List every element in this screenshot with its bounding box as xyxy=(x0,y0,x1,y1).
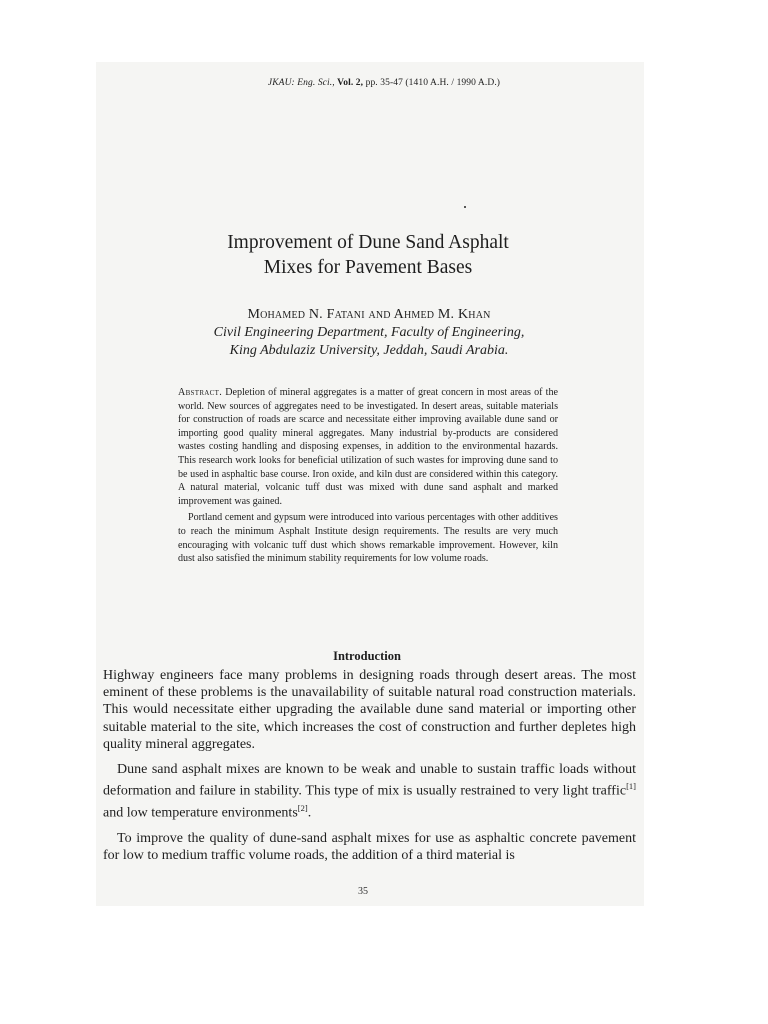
title-line-1: Improvement of Dune Sand Asphalt xyxy=(227,232,509,253)
body-paragraph-2-text-a: Dune sand asphalt mixes are known to be weak and unable to sustain traffic loads without deformation and failure in stability. This type of mix is usually restrained to very light traffic xyxy=(103,762,636,799)
section-heading-introduction: Introduction xyxy=(333,649,401,663)
body-paragraph-3: To improve the quality of dune-sand asphalt mixes for use as asphaltic concrete pavement for low to medium traffic volume roads, the addition of a third material is xyxy=(103,830,636,864)
author-names: Mohamed N. Fatani and Ahmed M. Khan xyxy=(247,307,491,322)
page-number: 35 xyxy=(358,886,368,897)
abstract-paragraph-2: Portland cement and gypsum were introduced into various percentages with other additives to reach the minimum Asphalt Institute design requirements. The results are very much encouraging with volcanic tuff dust which shows remarkable improvement. However, kiln dust also satisfied the minimum stability requirements for low volume roads. xyxy=(178,512,558,565)
body-paragraph-2 xyxy=(103,761,636,822)
paper-title xyxy=(0,230,736,280)
running-head-pages: pp. 35-47 (1410 A.H. / 1990 A.D.) xyxy=(365,78,501,88)
body-paragraph-2-text-c: . xyxy=(307,805,312,821)
abstract-text-1: Depletion of mineral aggregates is a matter of great concern in most areas of the world. New sources of aggregates need to be investigated. In desert areas, suitable materials for construction of roads are scarce and necessitate either improving available dune sand or importing good quality mineral aggregates. Many industrial by-products are considered wastes costing handling and disposing expenses, in addition to the environmental hazards. This research work looks for beneficial utilization of such wastes for improving dune sand to be used in asphaltic base course. Iron oxide, and kiln dust are considered within this category. A natural material, volcanic tuff dust was mixed with dune sand asphalt and marked improvement was gained. xyxy=(178,387,558,507)
introduction-body xyxy=(103,667,636,864)
citation-1: [1] xyxy=(626,781,636,792)
affiliation-line-2: King Abdulaziz University, Jeddah, Saudi Arabia. xyxy=(229,343,509,358)
affiliation xyxy=(0,324,738,360)
body-paragraph-2-text-b: and low temperature environments xyxy=(103,805,298,821)
running-head-volume: Vol. 2, xyxy=(337,78,364,88)
citation-2: [2] xyxy=(297,803,308,814)
running-head-journal: JKAU: Eng. Sci., xyxy=(267,78,335,88)
abstract xyxy=(178,386,558,566)
running-head xyxy=(0,78,768,88)
body-paragraph-1: Highway engineers face many problems in designing roads through desert areas. The most eminent of these problems is the unavailability of suitable natural road construction materials. This would necessitate either upgrading the available dune sand material or importing other suitable material to the site, which increases the cost of construction and further depletes high quality mineral aggregates. xyxy=(103,668,636,752)
abstract-label: Abstract. xyxy=(178,387,223,398)
scan-speck xyxy=(464,206,466,208)
title-line-2: Mixes for Pavement Bases xyxy=(263,257,473,278)
affiliation-line-1: Civil Engineering Department, Faculty of Engineering, xyxy=(213,325,525,340)
abstract-paragraph-1 xyxy=(178,386,558,508)
